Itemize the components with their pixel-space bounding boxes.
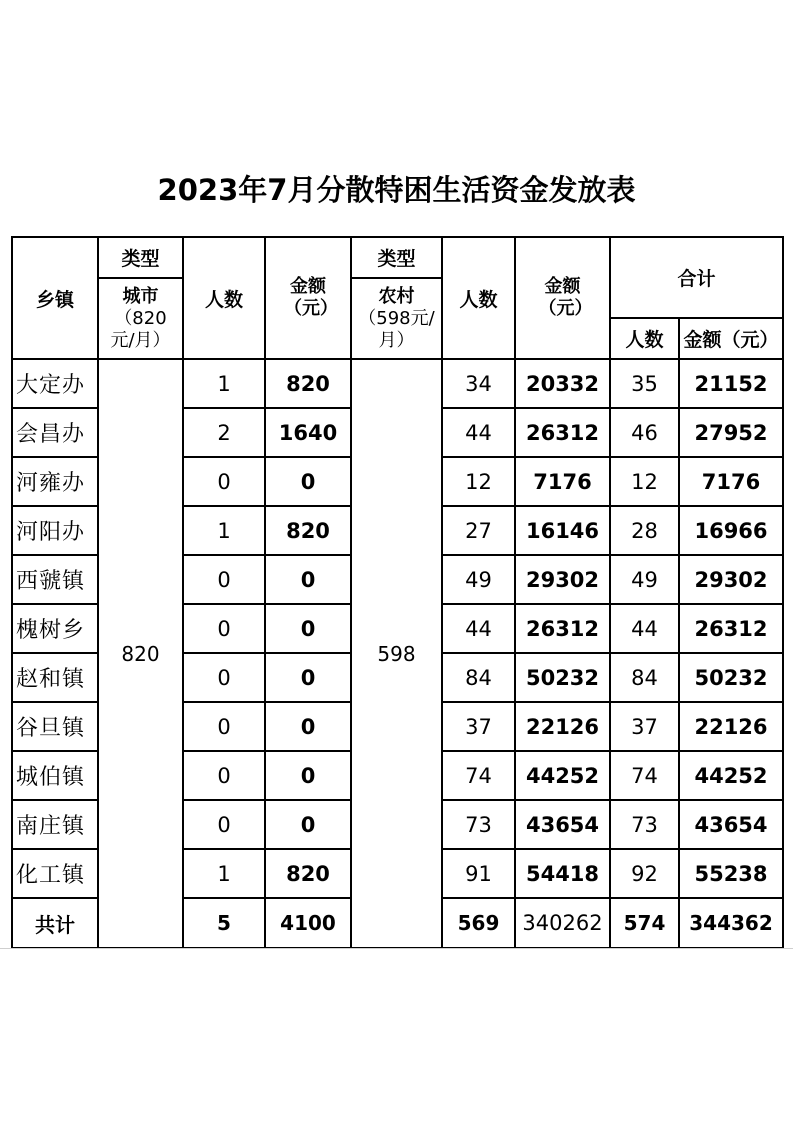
rural-amount: 50232 [515, 653, 610, 702]
rural-standard: 598 [351, 359, 442, 948]
header-total-amount: 金额（元） [679, 318, 783, 359]
total-people: 73 [610, 800, 679, 849]
header-total: 合计 [610, 237, 783, 318]
urban-people: 0 [183, 555, 265, 604]
town-name: 会昌办 [12, 408, 98, 457]
header-urban-amount [265, 237, 351, 359]
totals-label: 共计 [12, 898, 98, 948]
header-row-1 [12, 237, 783, 278]
total-amount: 55238 [679, 849, 783, 898]
rural-people: 44 [442, 408, 515, 457]
header-rural-amount [515, 237, 610, 359]
town-name: 城伯镇 [12, 751, 98, 800]
urban-people: 1 [183, 849, 265, 898]
total-amount: 7176 [679, 457, 783, 506]
urban-people: 0 [183, 702, 265, 751]
urban-people: 0 [183, 457, 265, 506]
rural-amount: 54418 [515, 849, 610, 898]
header-rural-amount-label: 金额（元） [538, 276, 593, 319]
totals-urban-amount: 4100 [265, 898, 351, 948]
table-row [12, 359, 783, 408]
total-people: 92 [610, 849, 679, 898]
total-amount: 29302 [679, 555, 783, 604]
rural-amount: 29302 [515, 555, 610, 604]
total-people: 37 [610, 702, 679, 751]
total-people: 46 [610, 408, 679, 457]
town-name: 槐树乡 [12, 604, 98, 653]
total-people: 28 [610, 506, 679, 555]
urban-amount: 820 [265, 359, 351, 408]
page-title: 2023年7月分散特困生活资金发放表 [157, 173, 636, 207]
urban-people: 0 [183, 751, 265, 800]
town-name: 谷旦镇 [12, 702, 98, 751]
header-urban-label: 城市 [122, 285, 159, 307]
rural-people: 91 [442, 849, 515, 898]
rural-people: 74 [442, 751, 515, 800]
urban-amount: 0 [265, 457, 351, 506]
total-people: 44 [610, 604, 679, 653]
total-people: 49 [610, 555, 679, 604]
rural-amount: 20332 [515, 359, 610, 408]
urban-amount: 0 [265, 604, 351, 653]
rural-people: 49 [442, 555, 515, 604]
total-people: 12 [610, 457, 679, 506]
total-amount: 21152 [679, 359, 783, 408]
urban-people: 0 [183, 604, 265, 653]
total-amount: 27952 [679, 408, 783, 457]
header-urban-type: 类型 [98, 237, 183, 278]
header-rural-label: 农村 [378, 285, 415, 307]
urban-people: 1 [183, 506, 265, 555]
urban-people: 0 [183, 800, 265, 849]
total-amount: 50232 [679, 653, 783, 702]
rural-amount: 7176 [515, 457, 610, 506]
header-rural [351, 278, 442, 359]
total-amount: 43654 [679, 800, 783, 849]
total-amount: 26312 [679, 604, 783, 653]
town-name: 河阳办 [12, 506, 98, 555]
header-rural-people: 人数 [442, 237, 515, 359]
urban-amount: 1640 [265, 408, 351, 457]
header-urban-amount-label: 金额（元） [284, 276, 338, 319]
town-name: 西虢镇 [12, 555, 98, 604]
town-name: 化工镇 [12, 849, 98, 898]
total-amount: 16966 [679, 506, 783, 555]
total-people: 74 [610, 751, 679, 800]
urban-amount: 0 [265, 751, 351, 800]
town-name: 大定办 [12, 359, 98, 408]
totals-total-amount: 344362 [679, 898, 783, 948]
totals-total-people: 574 [610, 898, 679, 948]
urban-people: 0 [183, 653, 265, 702]
rural-people: 27 [442, 506, 515, 555]
header-town: 乡镇 [12, 237, 98, 359]
allowance-table [11, 236, 784, 949]
rural-people: 44 [442, 604, 515, 653]
urban-amount: 820 [265, 849, 351, 898]
page-divider [0, 948, 793, 949]
rural-amount: 26312 [515, 408, 610, 457]
header-rural-type: 类型 [351, 237, 442, 278]
rural-amount: 16146 [515, 506, 610, 555]
total-amount: 22126 [679, 702, 783, 751]
header-urban [98, 278, 183, 359]
town-name: 南庄镇 [12, 800, 98, 849]
header-total-people: 人数 [610, 318, 679, 359]
totals-urban-people: 5 [183, 898, 265, 948]
total-people: 84 [610, 653, 679, 702]
urban-standard: 820 [98, 359, 183, 948]
rural-people: 12 [442, 457, 515, 506]
urban-amount: 0 [265, 800, 351, 849]
rural-people: 34 [442, 359, 515, 408]
town-name: 河雍办 [12, 457, 98, 506]
total-amount: 44252 [679, 751, 783, 800]
town-name: 赵和镇 [12, 653, 98, 702]
header-urban-people: 人数 [183, 237, 265, 359]
urban-amount: 0 [265, 702, 351, 751]
header-rural-rate: （598元/月） [358, 307, 435, 351]
urban-amount: 820 [265, 506, 351, 555]
rural-people: 37 [442, 702, 515, 751]
rural-amount: 44252 [515, 751, 610, 800]
rural-people: 84 [442, 653, 515, 702]
header-urban-rate: （820元/月） [110, 307, 171, 351]
urban-people: 1 [183, 359, 265, 408]
rural-amount: 43654 [515, 800, 610, 849]
totals-rural-people: 569 [442, 898, 515, 948]
urban-amount: 0 [265, 555, 351, 604]
urban-people: 2 [183, 408, 265, 457]
totals-rural-amount: 340262 [515, 898, 610, 948]
rural-amount: 22126 [515, 702, 610, 751]
urban-amount: 0 [265, 653, 351, 702]
total-people: 35 [610, 359, 679, 408]
rural-people: 73 [442, 800, 515, 849]
rural-amount: 26312 [515, 604, 610, 653]
